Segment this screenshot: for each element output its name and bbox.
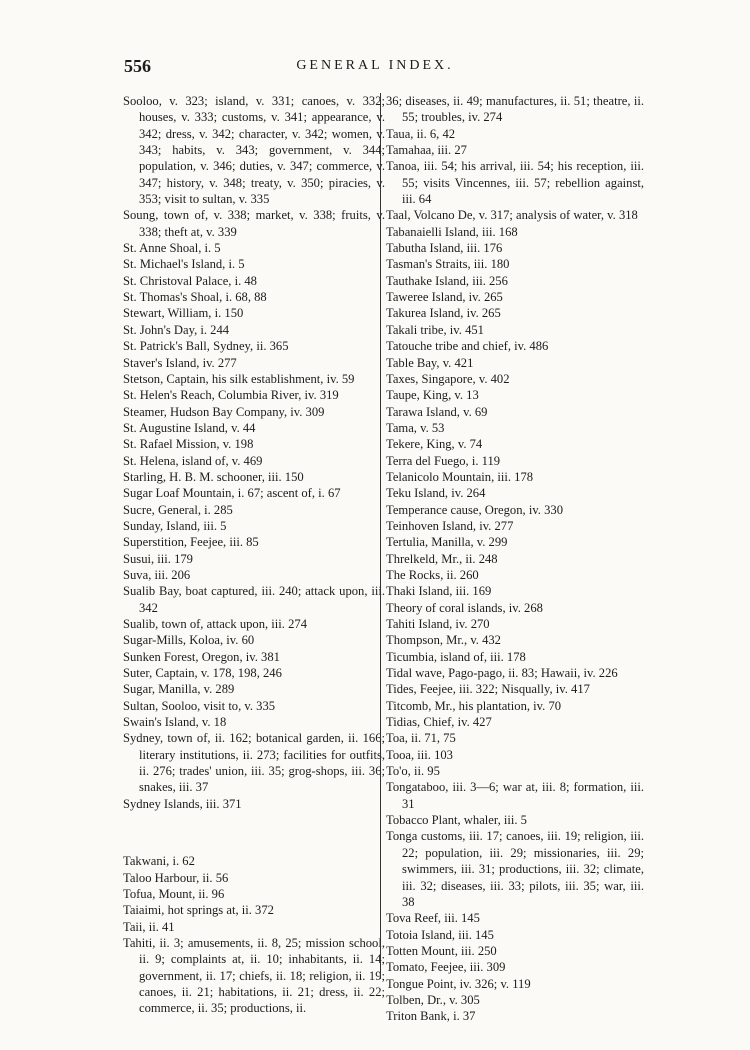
index-entry: Stetson, Captain, his silk establishment, iv. 59	[123, 371, 355, 386]
index-entry: Tasman's Straits, iii. 180	[386, 257, 510, 272]
index-entry: Sugar-Mills, Koloa, iv. 60	[123, 633, 255, 648]
index-entry: Sualib Bay, boat captured, iii. 240; attack upon, iii. 342	[123, 584, 385, 615]
index-entry: Tahiti Island, iv. 270	[386, 617, 490, 631]
index-entry: Tamahaa, iii. 27	[386, 143, 467, 158]
index-entry: To'o, ii. 95	[386, 764, 440, 779]
index-entry: Tongataboo, iii. 3—6; war at, iii. 8; formation, iii. 31	[386, 780, 644, 811]
index-entry: Tatouche tribe and chief, iv. 486	[386, 339, 549, 354]
index-entry: Sydney, town of, ii. 162; botanical garden, ii. 166; literary institutions, ii. 273; facilities for outfits, ii. 276; trades' union, iii. 35; grog-shops, iii. 36; snakes, iii. 37	[123, 731, 385, 795]
index-entry: Sultan, Sooloo, visit to, v. 335	[123, 698, 276, 713]
index-entry: St. Rafael Mission, v. 198	[123, 437, 254, 452]
index-entry: Titcomb, Mr., his plantation, iv. 70	[386, 698, 562, 713]
index-entry: Tova Reef, iii. 145	[386, 911, 480, 926]
index-entry: St. Anne Shoal, i. 5	[123, 241, 221, 256]
index-column-right	[386, 93, 644, 1025]
index-entry: Taiaimi, hot springs at, ii. 372	[123, 903, 274, 918]
index-entry: Sunken Forest, Oregon, iv. 381	[123, 649, 280, 664]
index-entry: Soung, town of, v. 338; market, v. 338; fruits, v. 338; theft at, v. 339	[123, 208, 385, 239]
index-entry: Tongue Point, iv. 326; v. 119	[386, 976, 531, 991]
index-entry: St. Helen's Reach, Columbia River, iv. 319	[123, 388, 339, 403]
index-entry: Tofua, Mount, ii. 96	[123, 887, 225, 901]
index-entry: Teku Island, iv. 264	[386, 486, 486, 501]
index-entry: Tertulia, Manilla, v. 299	[386, 535, 508, 550]
index-entry: Triton Bank, i. 37	[386, 1009, 476, 1024]
index-entry: Taii, ii. 41	[123, 919, 175, 934]
index-entry: The Rocks, ii. 260	[386, 567, 479, 582]
index-entry: Sualib, town of, attack upon, iii. 274	[123, 617, 307, 631]
index-entry: Tahiti, ii. 3; amusements, ii. 8, 25; mission school, ii. 9; complaints at, ii. 10; inhabitants, ii. 14; government, ii. 17; chiefs, ii. 18; religion, ii. 19; canoes, ii. 21; habitations, ii. 21; dress, ii. 22; commerce, ii. 35; productions, ii.	[123, 936, 385, 1016]
index-entry: Tanoa, iii. 54; his arrival, iii. 54; his reception, iii. 55; visits Vincennes, iii. 57; rebellion against, iii. 64	[386, 159, 644, 207]
index-entry: Terra del Fuego, i. 119	[386, 453, 501, 468]
index-entry: Sunday, Island, iii. 5	[123, 518, 227, 533]
index-entry: Steamer, Hudson Bay Company, iv. 309	[123, 404, 325, 419]
index-entry: Temperance cause, Oregon, iv. 330	[386, 502, 563, 517]
index-entry: Totten Mount, iii. 250	[386, 943, 497, 958]
index-entry: St. Patrick's Ball, Sydney, ii. 365	[123, 339, 289, 354]
index-entry: Thaki Island, iii. 169	[386, 584, 492, 599]
index-entry: Tidias, Chief, iv. 427	[386, 715, 492, 730]
index-entry: Taweree Island, iv. 265	[386, 290, 503, 305]
index-entry: Totoia Island, iii. 145	[386, 927, 494, 942]
index-entry: Toa, ii. 71, 75	[386, 731, 456, 746]
index-entry: Telanicolo Mountain, iii. 178	[386, 469, 534, 484]
index-entry: Sydney Islands, iii. 371	[123, 796, 242, 811]
index-entry: Tides, Feejee, iii. 322; Nisqually, iv. 417	[386, 682, 590, 697]
index-entry: Tabanaielli Island, iii. 168	[386, 224, 518, 239]
index-entry: Takali tribe, iv. 451	[386, 322, 484, 337]
index-entry: Taxes, Singapore, v. 402	[386, 371, 510, 386]
index-entry: Tolben, Dr., v. 305	[386, 992, 480, 1007]
index-entry: St. John's Day, i. 244	[123, 322, 230, 337]
index-entry: St. Thomas's Shoal, i. 68, 88	[123, 290, 267, 305]
index-entry: Tabutha Island, iii. 176	[386, 241, 503, 256]
index-entry: Tama, v. 53	[386, 420, 445, 435]
index-entry: Tekere, King, v. 74	[386, 437, 483, 452]
running-head: GENERAL INDEX.	[296, 58, 454, 73]
index-column-left	[123, 93, 385, 1017]
index-entry: 36; diseases, ii. 49; manufactures, ii. 51; theatre, ii. 55; troubles, iv. 274	[386, 94, 644, 125]
index-entry: Takwani, i. 62	[123, 854, 195, 869]
index-entry: Sugar, Manilla, v. 289	[123, 682, 235, 697]
index-entry: St. Michael's Island, i. 5	[123, 257, 245, 272]
index-entry: Table Bay, v. 421	[386, 355, 474, 370]
index-entry: Taupe, King, v. 13	[386, 388, 479, 403]
index-entry: Sooloo, v. 323; island, v. 331; canoes, v. 332; houses, v. 333; customs, v. 341; appearance, v. 342; dress, v. 342; character, v. 342; women, v. 343; habits, v. 343; government, v. 344; population, v. 346; duties, v. 347; commerce, v. 347; history, v. 348; treaty, v. 350; piracies, v. 353; visit to sultan, v. 335	[123, 94, 385, 207]
index-entry: Tonga customs, iii. 17; canoes, iii. 19; religion, iii. 22; population, iii. 29; missionaries, iii. 29; swimmers, iii. 31; productions, iii. 32; climate, iii. 32; diseases, iii. 33; pilots, iii. 35; war, iii. 38	[386, 829, 644, 909]
index-entry: Tobacco Plant, whaler, iii. 5	[386, 813, 527, 828]
index-entry: Superstition, Feejee, iii. 85	[123, 535, 259, 550]
section-gap	[123, 825, 385, 841]
index-entry: Takurea Island, iv. 265	[386, 306, 501, 321]
index-entry: Suva, iii. 206	[123, 567, 191, 582]
index-entry: Susui, iii. 179	[123, 551, 193, 566]
index-entry: Tidal wave, Pago-pago, ii. 83; Hawaii, iv. 226	[386, 666, 618, 681]
column-divider	[380, 93, 381, 979]
index-entry: Theory of coral islands, iv. 268	[386, 600, 543, 615]
index-entry: Sucre, General, i. 285	[123, 502, 233, 517]
index-entry: Starling, H. B. M. schooner, iii. 150	[123, 469, 304, 484]
index-entry: Taloo Harbour, ii. 56	[123, 870, 229, 885]
index-entry: Taal, Volcano De, v. 317; analysis of water, v. 318	[386, 208, 638, 223]
index-entry: Taua, ii. 6, 42	[386, 126, 456, 141]
index-entry: St. Augustine Island, v. 44	[123, 420, 256, 435]
index-entry: Suter, Captain, v. 178, 198, 246	[123, 666, 282, 681]
index-entry: Stewart, William, i. 150	[123, 306, 244, 321]
index-entry: St. Helena, island of, v. 469	[123, 453, 263, 468]
index-entry: Tarawa Island, v. 69	[386, 404, 488, 419]
index-entry: Tomato, Feejee, iii. 309	[386, 960, 506, 975]
index-entry: St. Christoval Palace, i. 48	[123, 273, 257, 288]
index-entry: Sugar Loaf Mountain, i. 67; ascent of, i. 67	[123, 486, 341, 501]
index-entry: Swain's Island, v. 18	[123, 715, 227, 730]
index-entry: Tooa, iii. 103	[386, 747, 453, 762]
index-entry: Ticumbia, island of, iii. 178	[386, 649, 526, 664]
index-entry: Thompson, Mr., v. 432	[386, 633, 501, 648]
index-entry: Tauthake Island, iii. 256	[386, 273, 508, 288]
index-entry: Teinhoven Island, iv. 277	[386, 518, 514, 533]
index-entry: Threlkeld, Mr., ii. 248	[386, 551, 498, 566]
index-entry: Staver's Island, iv. 277	[123, 355, 237, 370]
page-number: 556	[124, 56, 151, 76]
